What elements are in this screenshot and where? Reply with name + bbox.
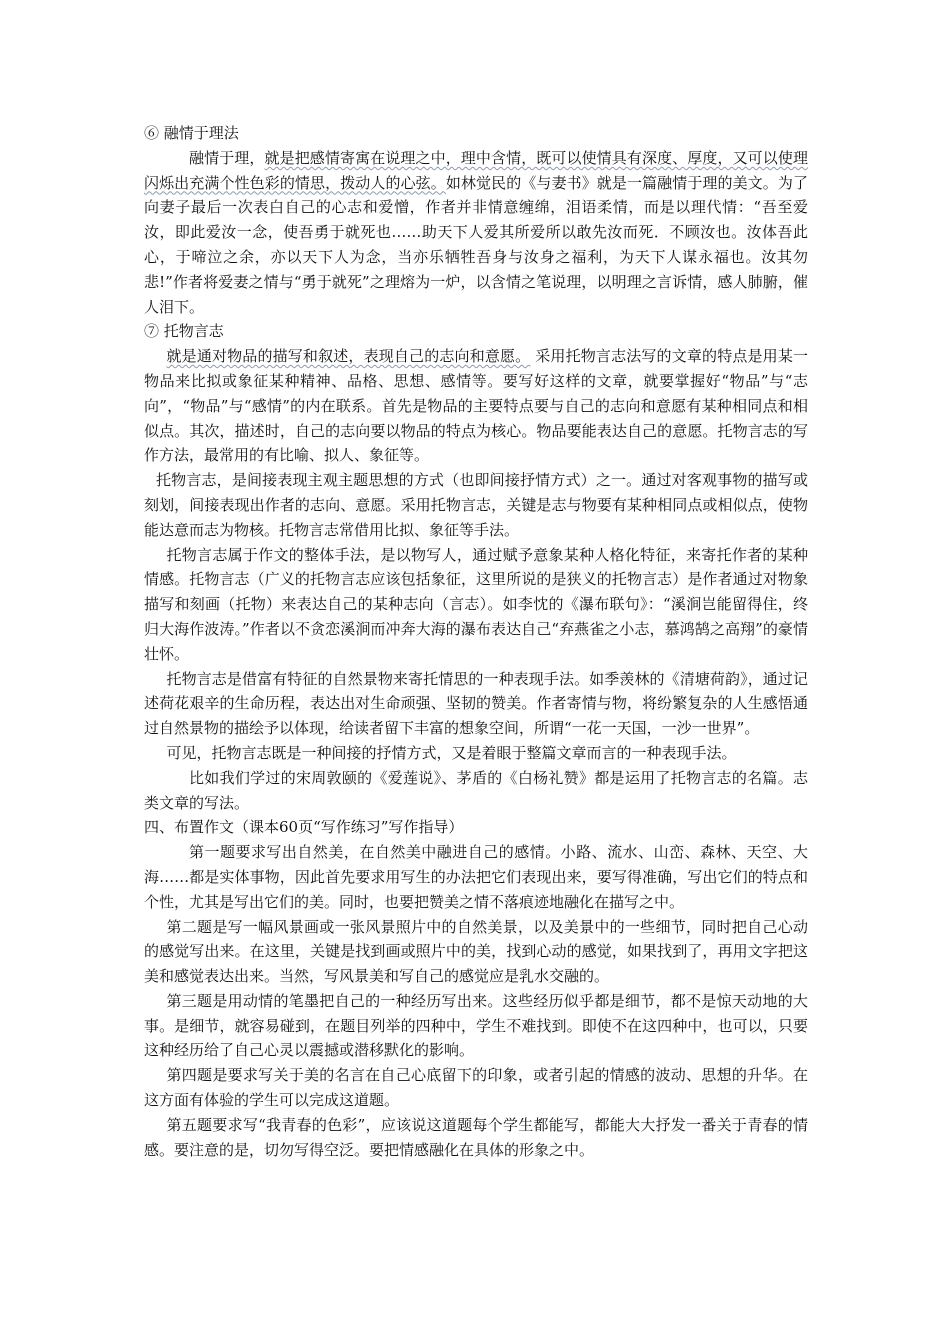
wavy-underlined-text: 就是把感情寄寓在说理之中，理中含情，既可以使情具有深度、厚度，又可以使理闪烁出充满个性色彩的情思，拨动人的心弦。 (144, 148, 808, 192)
section-heading-integrate-emotion: ⑥ 融情于理法 (144, 124, 239, 142)
paragraph-task-two: 第二题是写一幅风景画或一张风景照片中的自然美景，以及美景中的一些细节，同时把自己心动的感觉写出来。在这里，关键是找到画或照片中的美，找到心动的感觉，如果找到了，再用文字把这美和感觉表达出来。当然，写风景美和写自己的感觉应是乳水交融的。 (144, 917, 808, 986)
paragraph-body: 如林觉民的《与妻书》就是一篇融情于理的美文。为了向妻子最后一次表白自己的心志和爱憎，作者并非情意缠绵，泪语柔情，而是以理代情：“吾至爱汝，即此爱汝一念，使吾勇于就死也……助天下人爱其所爱所以敢先汝而死．不顾汝也。汝体吾此心，于啼泣之余，亦以天下人为念，当亦乐牺牲吾身与汝身之福利，为天下人谋永福也。汝其勿悲!”作者将爱妻之情与“勇于就死”之理熔为一炉，以含情之笔说理，以明理之言诉情，感人肺腑，催人泪下。 (144, 173, 808, 316)
section-heading-express-aspiration: ⑦ 托物言志 (144, 322, 224, 341)
section-heading-assignment: 四、布置作文（课本60页“写作练习”写作指导） (144, 818, 464, 837)
paragraph-lead: 融情于理， (189, 148, 265, 167)
paragraph-task-three: 第三题是用动情的笔墨把自己的一种经历写出来。这些经历似乎都是细节，都不是惊天动地的大事。是细节，就容易碰到，在题目列举的四种中，学生不难找到。即使不在这四种中，也可以，只要这种经历给了自己心灵以震撼或潜移默化的影响。 (144, 991, 808, 1060)
paragraph-integrate-emotion (144, 146, 808, 320)
paragraph-aspiration-nature: 托物言志是借富有特征的自然景物来寄托情思的一种表现手法。如季羡林的《清塘荷韵》，通过记述荷花艰辛的生命历程，表达出对生命顽强、坚韧的赞美。作者寄情与物，将纷繁复杂的人生感悟通过自然景物的描绘予以体现，给读者留下丰富的想象空间，所谓“一花一天国，一沙一世界”。 (144, 669, 808, 738)
wavy-underlined-text: 就是通对物品的描写和叙述，表现自己的志向和意愿。 (166, 347, 531, 366)
paragraph-aspiration-definition (144, 344, 808, 468)
paragraph-aspiration-summary: 可见，托物言志既是一种间接的抒情方式，又是着眼于整篇文章而言的一种表现手法。 (166, 743, 737, 762)
paragraph-aspiration-indirect: 托物言志，是间接表现主观主题思想的方式（也即间接抒情方式）之一。通过对客观事物的描写或刻划，间接表现出作者的志向、意愿。采用托物言志，关键是志与物要有某种相同点或相似点，使物能达意而志为物核。托物言志常借用比拟、象征等手法。 (144, 471, 808, 539)
document-page (144, 121, 808, 1162)
paragraph-aspiration-technique: 托物言志属于作文的整体手法，是以物写人，通过赋予意象某种人格化特征，来寄托作者的某种情感。托物言志（广义的托物言志应该包括象征，这里所说的是狭义的托物言志）是作者通过对物象描写和刻画（托物）来表达自己的某种志向（言志）。如李忱的《瀑布联句》：“溪涧岂能留得住，终归大海作波涛。”作者以不贪恋溪涧而冲奔大海的瀑布表达自己“弃燕雀之小志，慕鸿鹄之高翔”的豪情壮怀。 (144, 545, 808, 663)
paragraph-task-four: 第四题是要求写关于美的名言在自己心底留下的印象，或者引起的情感的波动、思想的升华。在这方面有体验的学生可以完成这道题。 (144, 1066, 808, 1110)
paragraph-aspiration-examples: 比如我们学过的宋周敦颐的《爱莲说》、茅盾的《白杨礼赞》都是运用了托物言志的名篇。志类文章的写法。 (144, 768, 808, 812)
paragraph-body: 采用托物言志法写的文章的特点是用某一物品来比拟或象征某种精神、品格、思想、感情等。要写好这样的文章，就要掌握好“物品”与“志向”，“物品”与“感情”的内在联系。首先是物品的主要特点要与自己的志向和意愿有某种相同点和相似点。其次，描述时，自己的志向要以物品的特点为核心。物品要能表达自己的意愿。托物言志的写作方法，最常用的有比喻、拟人、象征等。 (144, 347, 808, 465)
paragraph-task-five: 第五题要求写“我青春的色彩”，应该说这道题每个学生都能写，都能大大抒发一番关于青春的情感。要注意的是，切勿写得空泛。要把情感融化在具体的形象之中。 (144, 1115, 808, 1159)
paragraph-task-one: 第一题要求写出自然美，在自然美中融进自己的感情。小路、流水、山峦、森林、天空、大海……都是实体事物，因此首先要求用写生的办法把它们表现出来，要写得准确，写出它们的特点和个性，尤其是写出它们的美。同时，也要把赞美之情不落痕迹地融化在描写之中。 (144, 843, 808, 911)
